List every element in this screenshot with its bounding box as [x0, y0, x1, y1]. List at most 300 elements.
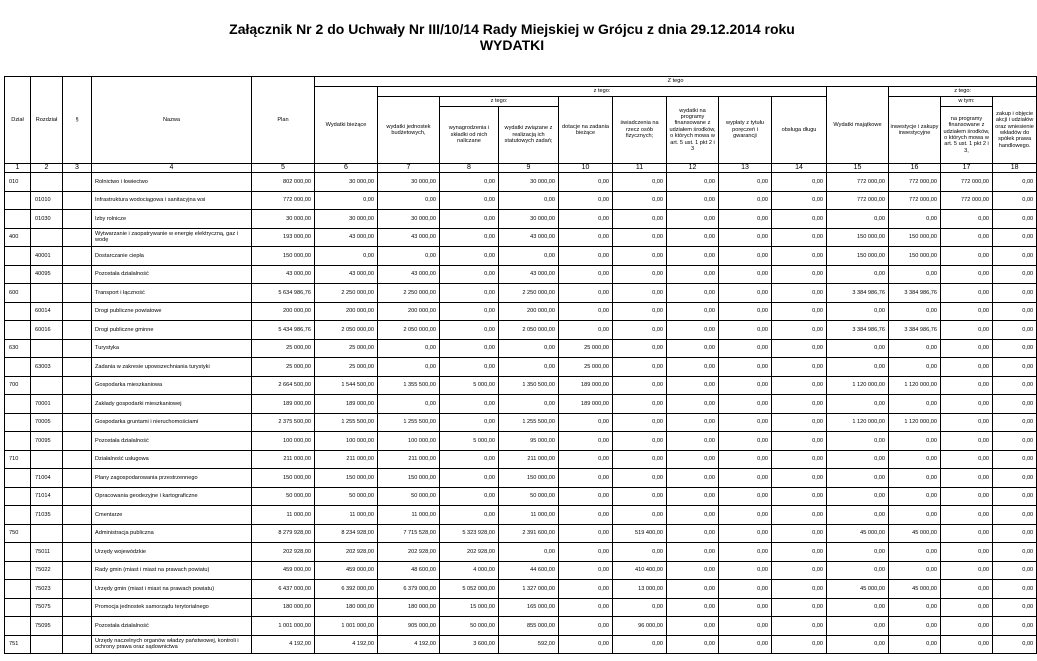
- table-row: [5, 580, 1037, 599]
- cell-paragraf: [63, 376, 92, 395]
- cell-wydatki-zwiazane: 200 000,00: [499, 302, 559, 321]
- header-wynagrodzenia: wynagrodzenia i składki od nich naliczane: [440, 107, 499, 164]
- table-row: [5, 376, 1037, 395]
- cell-obsluga-dlugu: 0,00: [772, 561, 827, 580]
- cell-dzial: [5, 543, 31, 562]
- cell-swiadczenia: 0,00: [613, 487, 667, 506]
- cell-swiadczenia: 0,00: [613, 284, 667, 303]
- cell-wynagrodzenia: 0,00: [440, 191, 499, 210]
- cell-wydatki-majatkowe: 772 000,00: [827, 173, 889, 192]
- cell-obsluga-dlugu: 0,00: [772, 635, 827, 654]
- cell-inwestycje-programy: 0,00: [941, 228, 993, 247]
- cell-wydatki-programy: 0,00: [667, 635, 719, 654]
- cell-inwestycje: 772 000,00: [889, 191, 941, 210]
- cell-obsluga-dlugu: 0,00: [772, 413, 827, 432]
- table-row: [5, 487, 1037, 506]
- cell-inwestycje: 1 120 000,00: [889, 413, 941, 432]
- cell-paragraf: [63, 598, 92, 617]
- cell-wynagrodzenia: 0,00: [440, 210, 499, 229]
- cell-dotacje: 0,00: [559, 469, 613, 488]
- cell-rozdzial: 75095: [31, 617, 63, 636]
- cell-zakup-akcji: 0,00: [993, 469, 1037, 488]
- cell-wydatki-zwiazane: 43 000,00: [499, 265, 559, 284]
- cell-swiadczenia: 96 000,00: [613, 617, 667, 636]
- table-row: [5, 302, 1037, 321]
- column-number: 8: [440, 164, 499, 173]
- cell-wydatki-majatkowe: 0,00: [827, 432, 889, 451]
- cell-wydatki-jednostek: 202 928,00: [378, 543, 440, 562]
- cell-zakup-akcji: 0,00: [993, 561, 1037, 580]
- cell-nazwa: Rolnictwo i łowiectwo: [92, 173, 252, 192]
- cell-wydatki-biezace: 2 250 000,00: [315, 284, 378, 303]
- cell-wydatki-zwiazane: 0,00: [499, 358, 559, 377]
- cell-wydatki-jednostek: 30 000,00: [378, 173, 440, 192]
- cell-zakup-akcji: 0,00: [993, 210, 1037, 229]
- column-number: 10: [559, 164, 613, 173]
- cell-dzial: 630: [5, 339, 31, 358]
- cell-dzial: [5, 210, 31, 229]
- cell-zakup-akcji: 0,00: [993, 598, 1037, 617]
- cell-plan: 11 000,00: [252, 506, 315, 525]
- cell-nazwa: Pozostała działalność: [92, 617, 252, 636]
- cell-plan: 8 279 928,00: [252, 524, 315, 543]
- header-zakup-akcji: zakup i objęcie akcji i udziałów oraz wniesienie wkładów do spółek prawa handlowego.: [993, 97, 1037, 164]
- cell-paragraf: [63, 358, 92, 377]
- cell-wynagrodzenia: 0,00: [440, 469, 499, 488]
- cell-wyplaty-poreczen: 0,00: [719, 321, 772, 340]
- cell-dotacje: 0,00: [559, 321, 613, 340]
- cell-paragraf: [63, 265, 92, 284]
- cell-wydatki-zwiazane: 50 000,00: [499, 487, 559, 506]
- cell-wydatki-biezace: 50 000,00: [315, 487, 378, 506]
- cell-obsluga-dlugu: 0,00: [772, 228, 827, 247]
- cell-wydatki-biezace: 1 001 000,00: [315, 617, 378, 636]
- cell-wydatki-jednostek: 2 250 000,00: [378, 284, 440, 303]
- cell-wydatki-biezace: 200 000,00: [315, 302, 378, 321]
- cell-wydatki-majatkowe: 0,00: [827, 469, 889, 488]
- cell-paragraf: [63, 469, 92, 488]
- cell-nazwa: Izby rolnicze: [92, 210, 252, 229]
- cell-wydatki-zwiazane: 2 050 000,00: [499, 321, 559, 340]
- cell-dzial: 400: [5, 228, 31, 247]
- cell-nazwa: Dostarczanie ciepła: [92, 247, 252, 266]
- table-header: [5, 77, 1037, 173]
- cell-rozdzial: 75075: [31, 598, 63, 617]
- cell-wydatki-majatkowe: 0,00: [827, 543, 889, 562]
- cell-wynagrodzenia: 5 000,00: [440, 376, 499, 395]
- header-wyplaty-poreczen: wypłaty z tytułu poręczeń i gwarancji: [719, 97, 772, 164]
- cell-nazwa: Wytwarzanie i zaopatrywanie w energię elektryczną, gaz i wodę: [92, 228, 252, 247]
- cell-nazwa: Infrastruktura wodociągowa i sanitacyjna wsi: [92, 191, 252, 210]
- cell-wydatki-programy: 0,00: [667, 469, 719, 488]
- cell-wynagrodzenia: 0,00: [440, 284, 499, 303]
- cell-wyplaty-poreczen: 0,00: [719, 469, 772, 488]
- cell-nazwa: Promocja jednostek samorządu terytorialnego: [92, 598, 252, 617]
- cell-wyplaty-poreczen: 0,00: [719, 173, 772, 192]
- table-row: [5, 173, 1037, 192]
- cell-plan: 30 000,00: [252, 210, 315, 229]
- column-number: 2: [31, 164, 63, 173]
- cell-dzial: [5, 469, 31, 488]
- cell-swiadczenia: 0,00: [613, 247, 667, 266]
- cell-inwestycje: 45 000,00: [889, 580, 941, 599]
- cell-inwestycje: 0,00: [889, 543, 941, 562]
- cell-dzial: [5, 321, 31, 340]
- cell-wynagrodzenia: 0,00: [440, 450, 499, 469]
- cell-swiadczenia: 0,00: [613, 302, 667, 321]
- cell-wydatki-programy: 0,00: [667, 543, 719, 562]
- cell-wydatki-majatkowe: 0,00: [827, 617, 889, 636]
- cell-obsluga-dlugu: 0,00: [772, 284, 827, 303]
- header-inwestycje-programy: na programy finansowane z udziałem środków, o których mowa w art. 5 ust. 1 pkt 2 i 3,: [941, 107, 993, 164]
- cell-wydatki-zwiazane: 1 255 500,00: [499, 413, 559, 432]
- cell-paragraf: [63, 580, 92, 599]
- cell-inwestycje: 0,00: [889, 302, 941, 321]
- cell-obsluga-dlugu: 0,00: [772, 395, 827, 414]
- table-row: [5, 617, 1037, 636]
- cell-wydatki-majatkowe: 45 000,00: [827, 524, 889, 543]
- cell-inwestycje: 772 000,00: [889, 173, 941, 192]
- cell-wydatki-biezace: 30 000,00: [315, 173, 378, 192]
- header-dzial: Dział: [5, 77, 31, 164]
- cell-dotacje: 0,00: [559, 191, 613, 210]
- cell-wydatki-zwiazane: 11 000,00: [499, 506, 559, 525]
- cell-paragraf: [63, 395, 92, 414]
- cell-wydatki-programy: 0,00: [667, 247, 719, 266]
- cell-nazwa: Turystyka: [92, 339, 252, 358]
- cell-wyplaty-poreczen: 0,00: [719, 358, 772, 377]
- cell-wydatki-majatkowe: 3 384 986,76: [827, 284, 889, 303]
- cell-dotacje: 0,00: [559, 524, 613, 543]
- cell-swiadczenia: 519 400,00: [613, 524, 667, 543]
- cell-wydatki-programy: 0,00: [667, 358, 719, 377]
- cell-paragraf: [63, 302, 92, 321]
- cell-wynagrodzenia: 50 000,00: [440, 617, 499, 636]
- cell-wydatki-zwiazane: 0,00: [499, 543, 559, 562]
- cell-wynagrodzenia: 0,00: [440, 413, 499, 432]
- cell-paragraf: [63, 561, 92, 580]
- cell-inwestycje: 0,00: [889, 339, 941, 358]
- header-wydatki-zwiazane: wydatki związane z realizacją ich statutowych zadań;: [499, 107, 559, 164]
- cell-wydatki-jednostek: 200 000,00: [378, 302, 440, 321]
- column-number: 4: [92, 164, 252, 173]
- cell-swiadczenia: 0,00: [613, 265, 667, 284]
- cell-dzial: [5, 302, 31, 321]
- cell-inwestycje-programy: 0,00: [941, 635, 993, 654]
- cell-inwestycje-programy: 0,00: [941, 339, 993, 358]
- cell-wynagrodzenia: 5 052 000,00: [440, 580, 499, 599]
- cell-nazwa: Plany zagospodarowania przestrzennego: [92, 469, 252, 488]
- cell-zakup-akcji: 0,00: [993, 321, 1037, 340]
- cell-dotacje: 0,00: [559, 561, 613, 580]
- cell-inwestycje: 3 384 986,76: [889, 321, 941, 340]
- cell-swiadczenia: 13 000,00: [613, 580, 667, 599]
- cell-wydatki-jednostek: 905 000,00: [378, 617, 440, 636]
- cell-wydatki-zwiazane: 1 327 000,00: [499, 580, 559, 599]
- cell-rozdzial: [31, 173, 63, 192]
- cell-swiadczenia: 0,00: [613, 210, 667, 229]
- cell-wyplaty-poreczen: 0,00: [719, 524, 772, 543]
- cell-obsluga-dlugu: 0,00: [772, 210, 827, 229]
- cell-nazwa: Zadania w zakresie upowszechniania turystyki: [92, 358, 252, 377]
- cell-swiadczenia: 410 400,00: [613, 561, 667, 580]
- cell-dzial: [5, 506, 31, 525]
- cell-wydatki-biezace: 180 000,00: [315, 598, 378, 617]
- column-number: 11: [613, 164, 667, 173]
- cell-dzial: [5, 561, 31, 580]
- cell-wynagrodzenia: 0,00: [440, 487, 499, 506]
- cell-wydatki-biezace: 43 000,00: [315, 265, 378, 284]
- cell-nazwa: Drogi publiczne powiatowe: [92, 302, 252, 321]
- cell-dotacje: 0,00: [559, 598, 613, 617]
- cell-zakup-akcji: 0,00: [993, 284, 1037, 303]
- cell-inwestycje-programy: 0,00: [941, 506, 993, 525]
- cell-wydatki-biezace: 459 000,00: [315, 561, 378, 580]
- cell-wydatki-programy: 0,00: [667, 450, 719, 469]
- cell-rozdzial: 70095: [31, 432, 63, 451]
- cell-wyplaty-poreczen: 0,00: [719, 265, 772, 284]
- cell-inwestycje-programy: 0,00: [941, 543, 993, 562]
- cell-inwestycje: 45 000,00: [889, 524, 941, 543]
- cell-wyplaty-poreczen: 0,00: [719, 302, 772, 321]
- cell-zakup-akcji: 0,00: [993, 173, 1037, 192]
- cell-inwestycje-programy: 772 000,00: [941, 173, 993, 192]
- cell-dzial: [5, 395, 31, 414]
- cell-nazwa: Urzędy gmin (miast i miast na prawach powiatu): [92, 580, 252, 599]
- cell-dotacje: 0,00: [559, 413, 613, 432]
- cell-swiadczenia: 0,00: [613, 598, 667, 617]
- cell-wynagrodzenia: 4 000,00: [440, 561, 499, 580]
- cell-plan: 193 000,00: [252, 228, 315, 247]
- table-row: [5, 506, 1037, 525]
- cell-wynagrodzenia: 0,00: [440, 321, 499, 340]
- cell-rozdzial: 01010: [31, 191, 63, 210]
- cell-wydatki-jednostek: 43 000,00: [378, 228, 440, 247]
- header-z-tego-majatkowe: z tego:: [889, 87, 1037, 97]
- cell-inwestycje-programy: 0,00: [941, 561, 993, 580]
- cell-wydatki-zwiazane: 150 000,00: [499, 469, 559, 488]
- cell-zakup-akcji: 0,00: [993, 191, 1037, 210]
- cell-wyplaty-poreczen: 0,00: [719, 284, 772, 303]
- cell-rozdzial: 60014: [31, 302, 63, 321]
- cell-nazwa: Pozostała działalność: [92, 265, 252, 284]
- cell-swiadczenia: 0,00: [613, 395, 667, 414]
- header-wydatki-biezace: Wydatki bieżące: [315, 87, 378, 164]
- table-row: [5, 339, 1037, 358]
- cell-wydatki-biezace: 25 000,00: [315, 358, 378, 377]
- cell-zakup-akcji: 0,00: [993, 506, 1037, 525]
- cell-obsluga-dlugu: 0,00: [772, 247, 827, 266]
- cell-inwestycje: 0,00: [889, 469, 941, 488]
- cell-obsluga-dlugu: 0,00: [772, 173, 827, 192]
- column-number: 12: [667, 164, 719, 173]
- cell-wyplaty-poreczen: 0,00: [719, 247, 772, 266]
- cell-wydatki-programy: 0,00: [667, 339, 719, 358]
- cell-wyplaty-poreczen: 0,00: [719, 450, 772, 469]
- cell-inwestycje: 0,00: [889, 358, 941, 377]
- column-number: 9: [499, 164, 559, 173]
- cell-wynagrodzenia: 0,00: [440, 506, 499, 525]
- cell-plan: 100 000,00: [252, 432, 315, 451]
- cell-zakup-akcji: 0,00: [993, 413, 1037, 432]
- cell-zakup-akcji: 0,00: [993, 450, 1037, 469]
- document-title: [0, 21, 1024, 53]
- cell-wydatki-biezace: 11 000,00: [315, 506, 378, 525]
- cell-wydatki-majatkowe: 0,00: [827, 506, 889, 525]
- cell-wydatki-jednostek: 100 000,00: [378, 432, 440, 451]
- cell-wyplaty-poreczen: 0,00: [719, 580, 772, 599]
- cell-wydatki-programy: 0,00: [667, 321, 719, 340]
- cell-plan: 25 000,00: [252, 358, 315, 377]
- cell-swiadczenia: 0,00: [613, 321, 667, 340]
- table-row: [5, 635, 1037, 654]
- cell-rozdzial: 40095: [31, 265, 63, 284]
- cell-dzial: 010: [5, 173, 31, 192]
- column-number: 7: [378, 164, 440, 173]
- cell-wynagrodzenia: 0,00: [440, 173, 499, 192]
- header-wydatki-majatkowe: Wydatki majątkowe: [827, 87, 889, 164]
- cell-wynagrodzenia: 0,00: [440, 395, 499, 414]
- header-plan: Plan: [252, 77, 315, 164]
- cell-swiadczenia: 0,00: [613, 191, 667, 210]
- cell-dzial: 750: [5, 524, 31, 543]
- cell-dotacje: 0,00: [559, 265, 613, 284]
- cell-wynagrodzenia: 0,00: [440, 302, 499, 321]
- cell-zakup-akcji: 0,00: [993, 265, 1037, 284]
- cell-swiadczenia: 0,00: [613, 506, 667, 525]
- cell-wydatki-programy: 0,00: [667, 561, 719, 580]
- cell-wydatki-majatkowe: 150 000,00: [827, 228, 889, 247]
- cell-obsluga-dlugu: 0,00: [772, 487, 827, 506]
- cell-wynagrodzenia: 0,00: [440, 247, 499, 266]
- cell-swiadczenia: 0,00: [613, 376, 667, 395]
- cell-dotacje: 189 000,00: [559, 395, 613, 414]
- cell-wydatki-jednostek: 50 000,00: [378, 487, 440, 506]
- cell-inwestycje: 150 000,00: [889, 228, 941, 247]
- cell-dzial: [5, 358, 31, 377]
- cell-wydatki-biezace: 1 255 500,00: [315, 413, 378, 432]
- cell-dotacje: 189 000,00: [559, 376, 613, 395]
- cell-wydatki-majatkowe: 45 000,00: [827, 580, 889, 599]
- cell-plan: 4 192,00: [252, 635, 315, 654]
- cell-inwestycje: 0,00: [889, 210, 941, 229]
- cell-wydatki-jednostek: 1 355 500,00: [378, 376, 440, 395]
- cell-wydatki-programy: 0,00: [667, 432, 719, 451]
- cell-plan: 5 634 986,76: [252, 284, 315, 303]
- cell-wydatki-programy: 0,00: [667, 617, 719, 636]
- cell-obsluga-dlugu: 0,00: [772, 302, 827, 321]
- table-row: [5, 191, 1037, 210]
- cell-rozdzial: 40001: [31, 247, 63, 266]
- cell-wydatki-majatkowe: 0,00: [827, 210, 889, 229]
- cell-wyplaty-poreczen: 0,00: [719, 543, 772, 562]
- cell-wydatki-jednostek: 4 192,00: [378, 635, 440, 654]
- cell-wydatki-biezace: 43 000,00: [315, 228, 378, 247]
- cell-inwestycje-programy: 0,00: [941, 210, 993, 229]
- header-paragraf: §: [63, 77, 92, 164]
- column-number: 14: [772, 164, 827, 173]
- cell-zakup-akcji: 0,00: [993, 543, 1037, 562]
- cell-wydatki-zwiazane: 95 000,00: [499, 432, 559, 451]
- cell-inwestycje-programy: 0,00: [941, 247, 993, 266]
- table-row: [5, 395, 1037, 414]
- cell-nazwa: Cmentarze: [92, 506, 252, 525]
- cell-wydatki-programy: 0,00: [667, 487, 719, 506]
- cell-wydatki-jednostek: 0,00: [378, 191, 440, 210]
- cell-inwestycje-programy: 0,00: [941, 358, 993, 377]
- column-number: 15: [827, 164, 889, 173]
- cell-wydatki-biezace: 2 050 000,00: [315, 321, 378, 340]
- cell-wydatki-biezace: 0,00: [315, 191, 378, 210]
- cell-obsluga-dlugu: 0,00: [772, 191, 827, 210]
- cell-wydatki-zwiazane: 855 000,00: [499, 617, 559, 636]
- cell-paragraf: [63, 284, 92, 303]
- cell-inwestycje: 0,00: [889, 487, 941, 506]
- cell-zakup-akcji: 0,00: [993, 617, 1037, 636]
- cell-wydatki-programy: 0,00: [667, 506, 719, 525]
- cell-wydatki-jednostek: 0,00: [378, 358, 440, 377]
- cell-rozdzial: [31, 376, 63, 395]
- cell-dotacje: 0,00: [559, 543, 613, 562]
- cell-wydatki-jednostek: 0,00: [378, 395, 440, 414]
- cell-inwestycje: 0,00: [889, 450, 941, 469]
- cell-wydatki-biezace: 30 000,00: [315, 210, 378, 229]
- cell-wydatki-programy: 0,00: [667, 173, 719, 192]
- cell-wydatki-jednostek: 180 000,00: [378, 598, 440, 617]
- cell-swiadczenia: 0,00: [613, 432, 667, 451]
- table-row: [5, 432, 1037, 451]
- column-number: 18: [993, 164, 1037, 173]
- cell-dzial: [5, 191, 31, 210]
- cell-nazwa: Gospodarka gruntami i nieruchomościami: [92, 413, 252, 432]
- cell-inwestycje-programy: 772 000,00: [941, 191, 993, 210]
- cell-inwestycje: 0,00: [889, 506, 941, 525]
- cell-wydatki-jednostek: 211 000,00: [378, 450, 440, 469]
- cell-inwestycje: 1 120 000,00: [889, 376, 941, 395]
- cell-wydatki-biezace: 6 392 000,00: [315, 580, 378, 599]
- header-w-tym: w tym:: [941, 97, 993, 107]
- header-wydatki-jednostek: wydatki jednostek budżetowych,: [378, 97, 440, 164]
- cell-dotacje: 0,00: [559, 506, 613, 525]
- expenditures-table: [4, 76, 1037, 654]
- table-row: [5, 598, 1037, 617]
- cell-wydatki-zwiazane: 165 000,00: [499, 598, 559, 617]
- cell-rozdzial: 75022: [31, 561, 63, 580]
- cell-paragraf: [63, 524, 92, 543]
- cell-rozdzial: 63003: [31, 358, 63, 377]
- header-nazwa: Nazwa: [92, 77, 252, 164]
- cell-rozdzial: [31, 228, 63, 247]
- cell-dzial: 751: [5, 635, 31, 654]
- table-row: [5, 561, 1037, 580]
- cell-wydatki-zwiazane: 0,00: [499, 395, 559, 414]
- cell-obsluga-dlugu: 0,00: [772, 617, 827, 636]
- cell-swiadczenia: 0,00: [613, 543, 667, 562]
- cell-wydatki-biezace: 1 544 500,00: [315, 376, 378, 395]
- cell-plan: 150 000,00: [252, 247, 315, 266]
- cell-inwestycje-programy: 0,00: [941, 376, 993, 395]
- cell-plan: 25 000,00: [252, 339, 315, 358]
- cell-wynagrodzenia: 5 000,00: [440, 432, 499, 451]
- cell-rozdzial: 71014: [31, 487, 63, 506]
- cell-rozdzial: 71035: [31, 506, 63, 525]
- cell-zakup-akcji: 0,00: [993, 635, 1037, 654]
- cell-wyplaty-poreczen: 0,00: [719, 635, 772, 654]
- table-row: [5, 247, 1037, 266]
- cell-plan: 180 000,00: [252, 598, 315, 617]
- cell-inwestycje-programy: 0,00: [941, 284, 993, 303]
- cell-dotacje: 0,00: [559, 580, 613, 599]
